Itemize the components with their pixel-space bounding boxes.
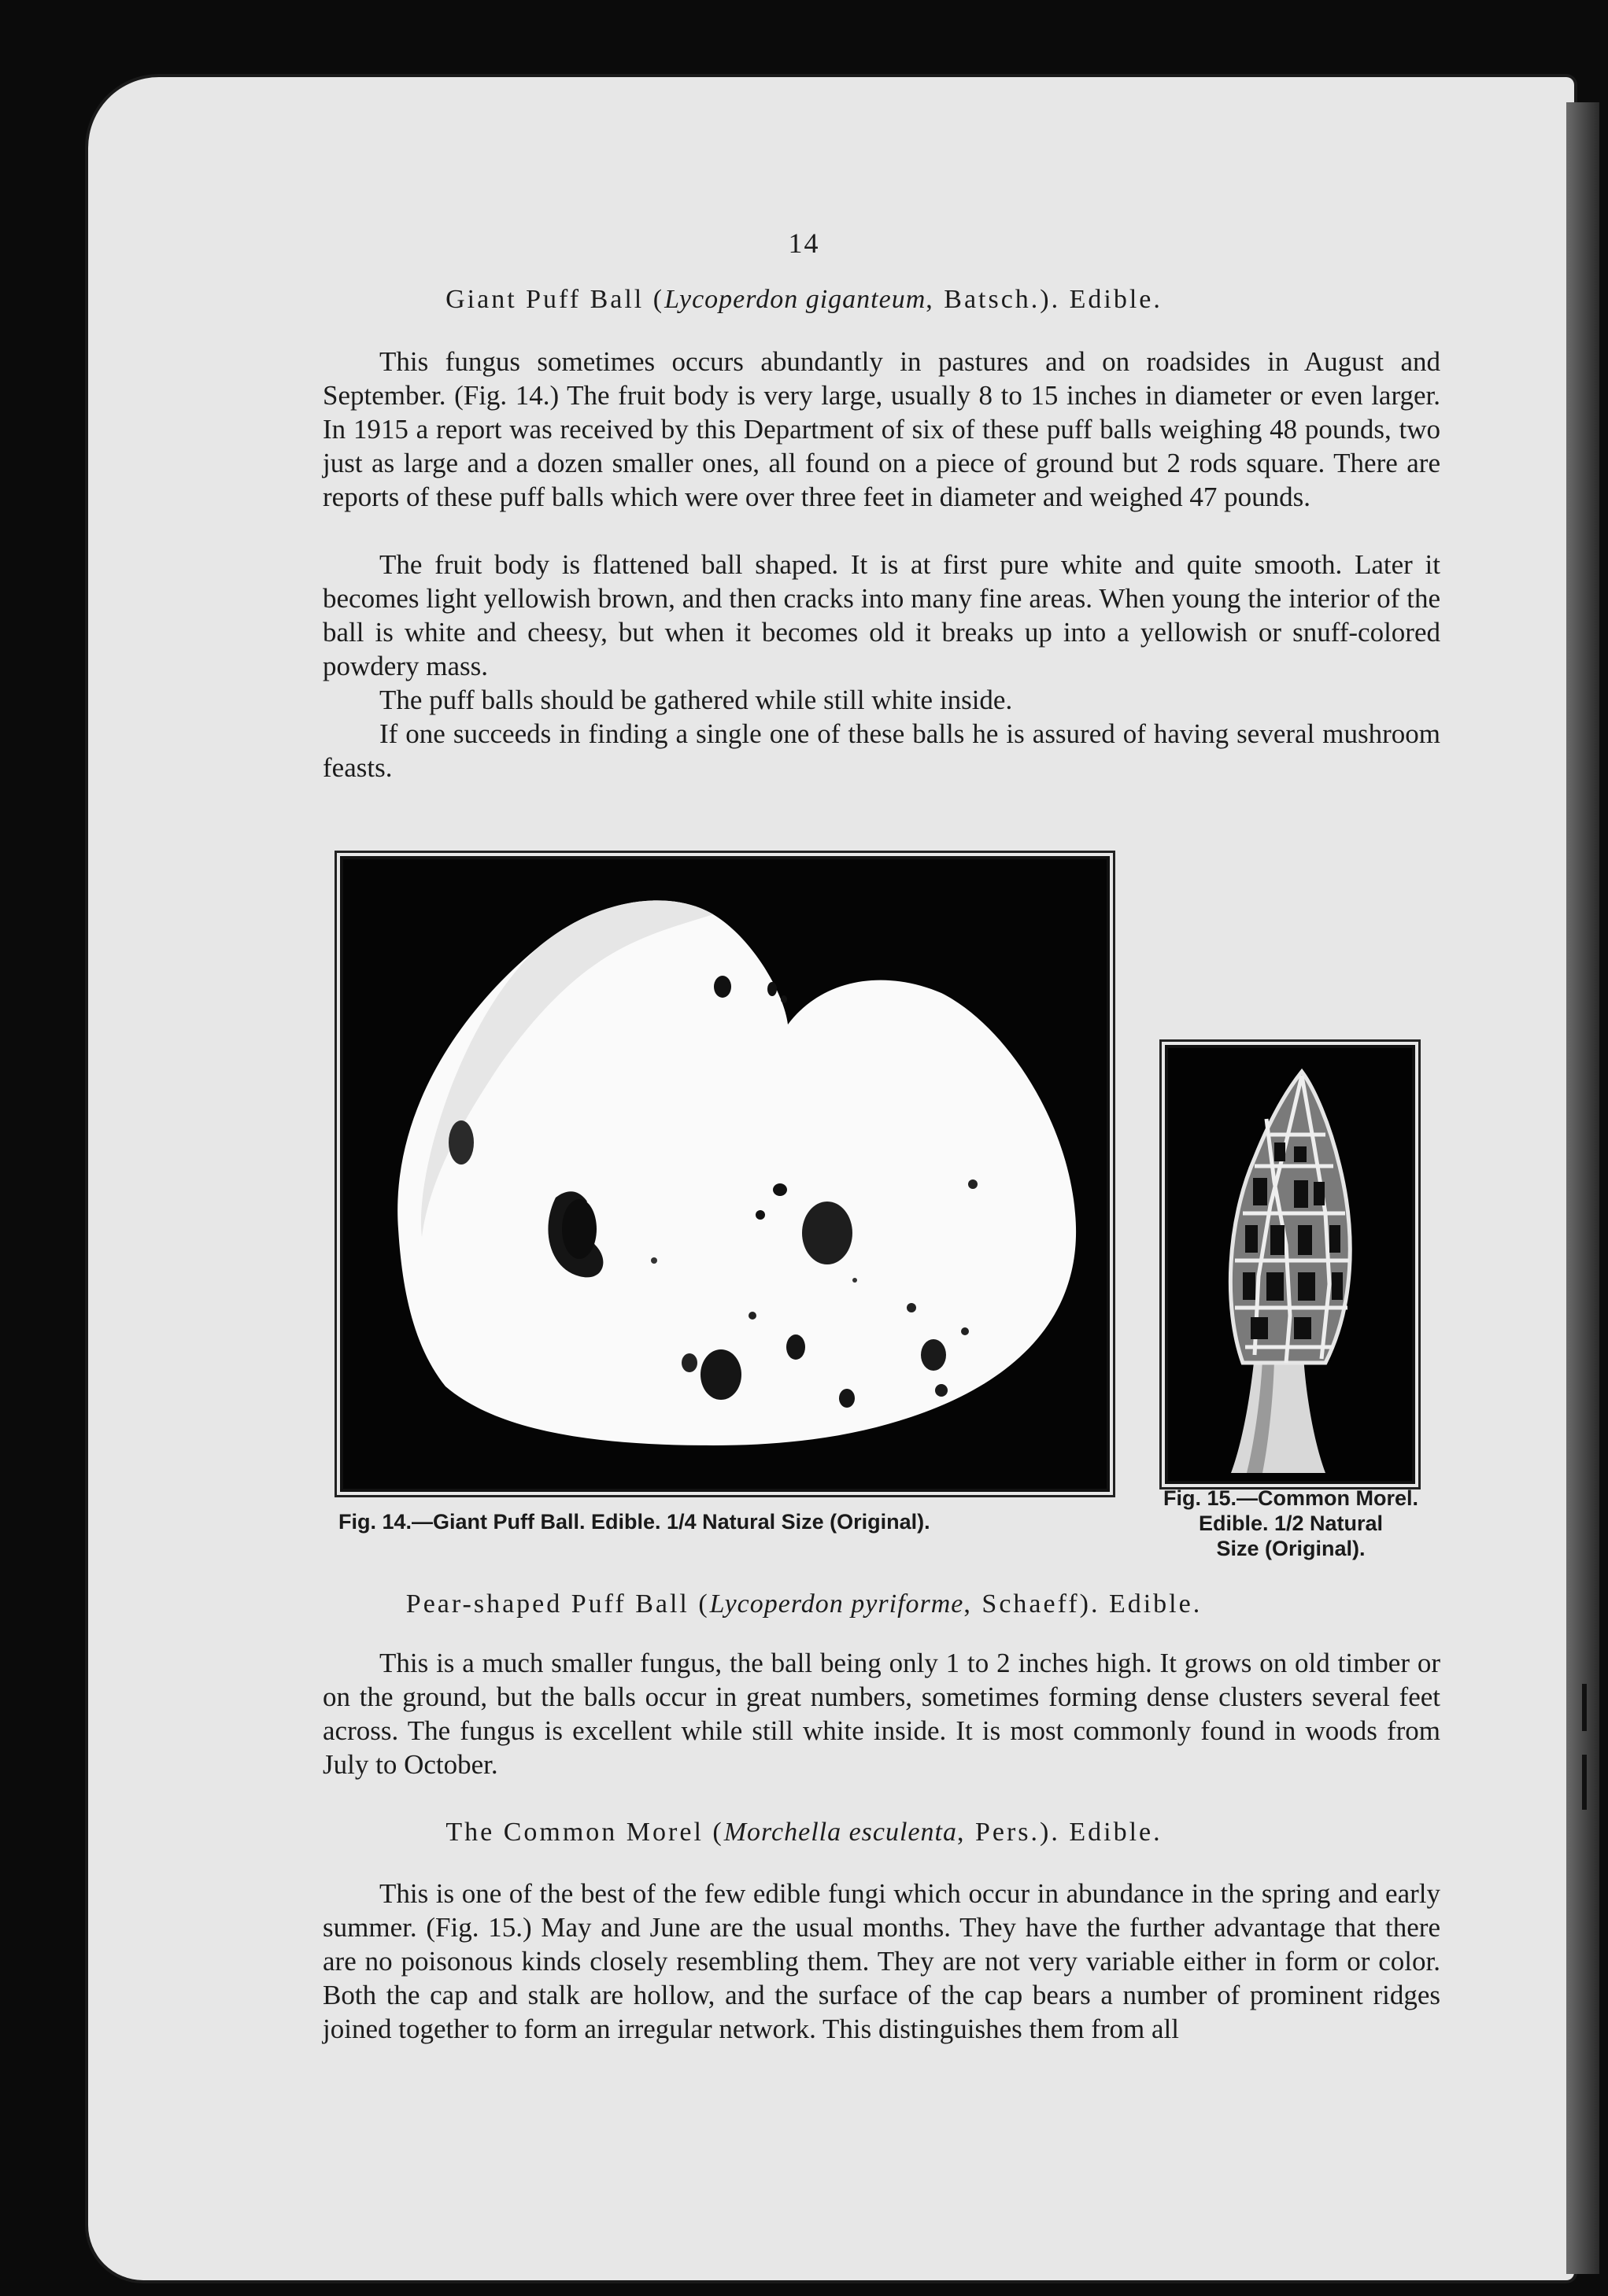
heading-common-morel [0, 1818, 1608, 1848]
heading-giant-puff-ball [0, 285, 1608, 315]
scientific-name: Lycoperdon pyriforme [709, 1589, 964, 1619]
caption-line: Edible. 1/2 Natural [1198, 1512, 1384, 1535]
paragraph: If one succeeds in finding a single one of these balls he is assured of having several mushroom feasts. [323, 718, 1440, 783]
figure-common-morel-photo [1165, 1045, 1415, 1484]
paragraph: The fruit body is flattened ball shaped. It is at first pure white and quite smooth. Later it becomes light yellowish brown, and then cracks into many fine areas. When young the interior of the ball is white and cheesy, but when it becomes old it breaks up into a yellowish or snuff-colored powdery mass. [323, 549, 1440, 681]
scientific-name: Lycoperdon giganteum [664, 285, 926, 314]
figure-14-caption: Fig. 14.—Giant Puff Ball. Edible. 1/4 Natural Size (Original). [338, 1510, 930, 1534]
heading-text: Pear-shaped Puff Ball ( [405, 1589, 710, 1619]
puff-ball-image [343, 859, 1107, 1489]
heading-text: , Pers.). Edible. [956, 1818, 1163, 1847]
page-number: 14 [788, 227, 820, 259]
figure-giant-puff-ball-photo [340, 856, 1110, 1492]
scientific-name: Morchella esculenta [723, 1818, 957, 1847]
paragraph: The puff balls should be gathered while still white inside. [379, 685, 1013, 715]
heading-text: The Common Morel ( [445, 1818, 724, 1847]
figure-15-caption [1126, 1486, 1456, 1561]
paragraph: This is one of the best of the few edible fungi which occur in abundance in the spring and early summer. (Fig. 15.) May and June are the usual months. They have the further advantage that there are no poisonous kinds closely resembling them. They are not very variable either in form or color. Both the cap and stalk are hollow, and the surface of the cap bears a number of prominent ridges joined together to form an irregular network. This distinguishes them from all [323, 1878, 1440, 2044]
paragraph: This is a much smaller fungus, the ball being only 1 to 2 inches high. It grows on old timber or on the ground, but the balls occur in great numbers, sometimes forming dense clusters several feet across. The fungus is excellent while still white inside. It is most commonly found in woods from July to October. [323, 1648, 1440, 1780]
margin-mark [1582, 1755, 1587, 1810]
heading-text: , Batsch.). Edible. [926, 285, 1163, 314]
page-binding-edge [1566, 102, 1599, 2274]
caption-line: Size (Original). [1216, 1537, 1366, 1560]
caption-line: Fig. 15.—Common Morel. [1163, 1486, 1419, 1510]
heading-text: Giant Puff Ball ( [445, 285, 665, 314]
morel-image [1168, 1048, 1412, 1481]
margin-mark [1582, 1684, 1587, 1731]
heading-pear-shaped-puff-ball [0, 1589, 1608, 1619]
paragraph: This fungus sometimes occurs abundantly in pastures and on roadsides in August and September. (Fig. 14.) The fruit body is very large, usually 8 to 15 inches in diameter or even larger. In 1915 a report was received by this Department of six of these puff balls weighing 48 pounds, two just as large and a dozen smaller ones, all found on a piece of ground but 2 rods square. There are reports of these puff balls which were over three feet in diameter and weighed 47 pounds. [323, 346, 1440, 512]
heading-text: , Schaeff). Edible. [963, 1589, 1203, 1619]
